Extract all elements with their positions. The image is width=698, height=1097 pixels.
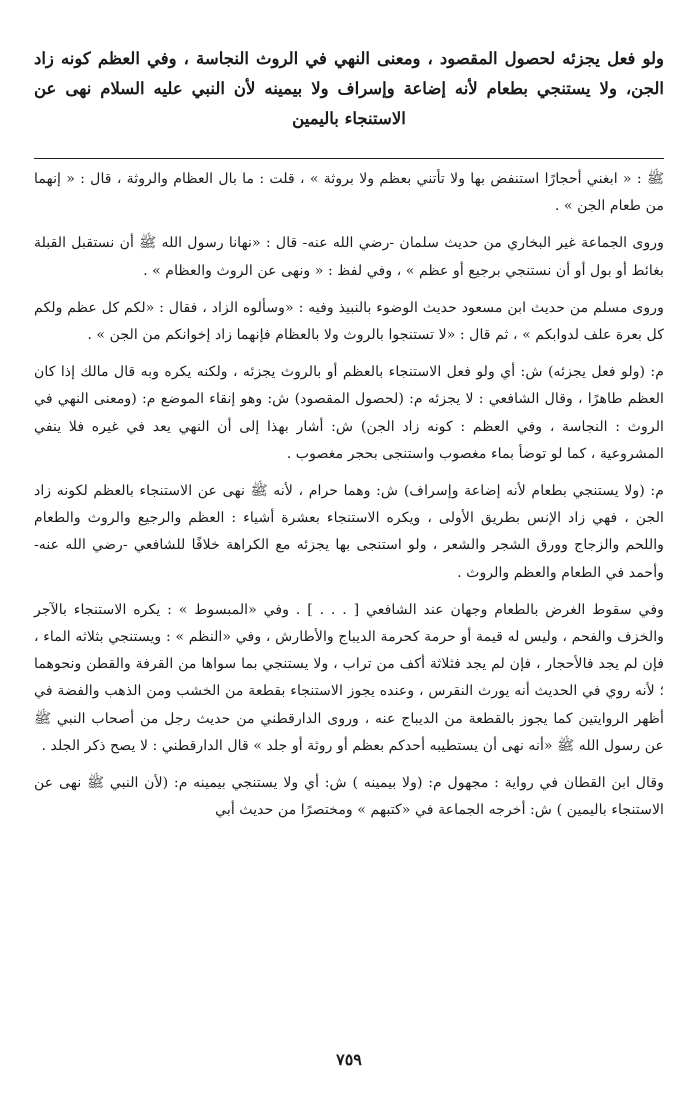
commentary-paragraph: وروى مسلم من حديث ابن مسعود حديث الوضوء بالنبيذ وفيه : «وسألوه الزاد ، فقال : «لكم كل عظم ولكم كل بعرة علف لدوابكم » ، ثم قال : «لا تستنجوا بالروث ولا بالعظام فإنهما زاد إخوانكم من الجن » . bbox=[34, 299, 664, 344]
commentary-paragraph: وفي سقوط الغرض بالطعام وجهان عند الشافعي [ . . . ] . وفي «المبسوط » : يكره الاستنجاء بالآجر والخزف والفحم ، وليس له قيمة أو حرمة كحرمة الديباج والأطارش ، وفي «النظم » : ويستنجي بثلاثه الماء ، فإن لم يجد فالأحجار ، فإن لم يجد فثلاثة أكف من تراب ، ولا يستنجي بما سواها من القرفة والقطن ونحوهما ؛ لأنه روي في الحديث أنه يورث النقرس ، وعنده يجوز الاستنجاء بقطعة من الخشب ومن الذهب والفضة في أظهر الروايتين كما يجوز بالقطعة من الديباج عنه ، وروى الدارقطني من حديث رجل من أصحاب النبي ﷺ عن رسول الله ﷺ «أنه نهى أن يستطيبه أحدكم بعظم أو روثة أو جلد » قال الدارقطني : لا يصح ذكر الجلد . bbox=[34, 601, 664, 754]
commentary-block bbox=[34, 166, 664, 834]
page-number: ٧٥٩ bbox=[336, 1050, 362, 1069]
commentary-paragraph: م: (ولو فعل يجزئه) ش: أي ولو فعل الاستنجاء بالعظم أو بالروث يجزئه ، ولكنه يكره وبه قال مالك إذا كان العظم طاهرًا ، وقال الشافعي : لا يجزئه م: (لحصول المقصود) ش: وهو إنقاء الموضع م: (ومعنى النهي في الروث : النجاسة ، وفي العظم : كونه زاد الجن) ش: أشار بهذا إلى أن النهي يعد في غيره فلا ينفي المشروعية ، كما لو توضأ بماء مغصوب واستنجى بحجر مغصوب . bbox=[34, 364, 664, 462]
main-text-block: ولو فعل يجزئه لحصول المقصود ، ومعنى النهي في الروث النجاسة ، وفي العظم كونه زاد الجن، ولا يستنجي بطعام لأنه إضاعة وإسراف ولا بيمينه لأن النبي عليه السلام نهى عن الاستنجاء باليمين bbox=[34, 49, 664, 128]
separator-rule bbox=[34, 158, 664, 159]
commentary-paragraph: وروى الجماعة غير البخاري من حديث سلمان -رضي الله عنه- قال : «نهانا رسول الله ﷺ أن نستقبل القبلة بغائط أو بول أو أن نستنجي برجيع أو عظم » ، وفي لفظ : « ونهى عن الروث والعظام » . bbox=[34, 235, 664, 279]
commentary-paragraph: ﷺ : « ابغني أحجارًا استنفض بها ولا تأتني بعظم ولا بروثة » ، قلت : ما بال العظام والروثة ، قال : « إنهما من طعام الجن » . bbox=[34, 171, 664, 215]
commentary-paragraph: وقال ابن القطان في رواية : مجهول م: (ولا بيمينه ) ش: أي ولا يستنجي بيمينه م: (لأن النبي ﷺ نهى عن الاستنجاء باليمين ) ش: أخرجه الجماعة في «كتبهم » ومختصرًا من حديث أبي bbox=[34, 775, 664, 819]
commentary-paragraph: م: (ولا يستنجي بطعام لأنه إضاعة وإسراف) ش: وهما حرام ، لأنه ﷺ نهى عن الاستنجاء بالعظم لكونه زاد الجن ، فهي زاد الإنس بطريق الأولى ، ويكره الاستنجاء بعشرة أشياء : العظم والرجيع والروث والطعام واللحم والزجاج وورق الشجر والشعر ، ولو استنجى بها يجزئه مع الكراهة خلافًا للشافعي -رضي الله عنه- وأحمد في الطعام والعظم والروث . bbox=[34, 483, 664, 581]
